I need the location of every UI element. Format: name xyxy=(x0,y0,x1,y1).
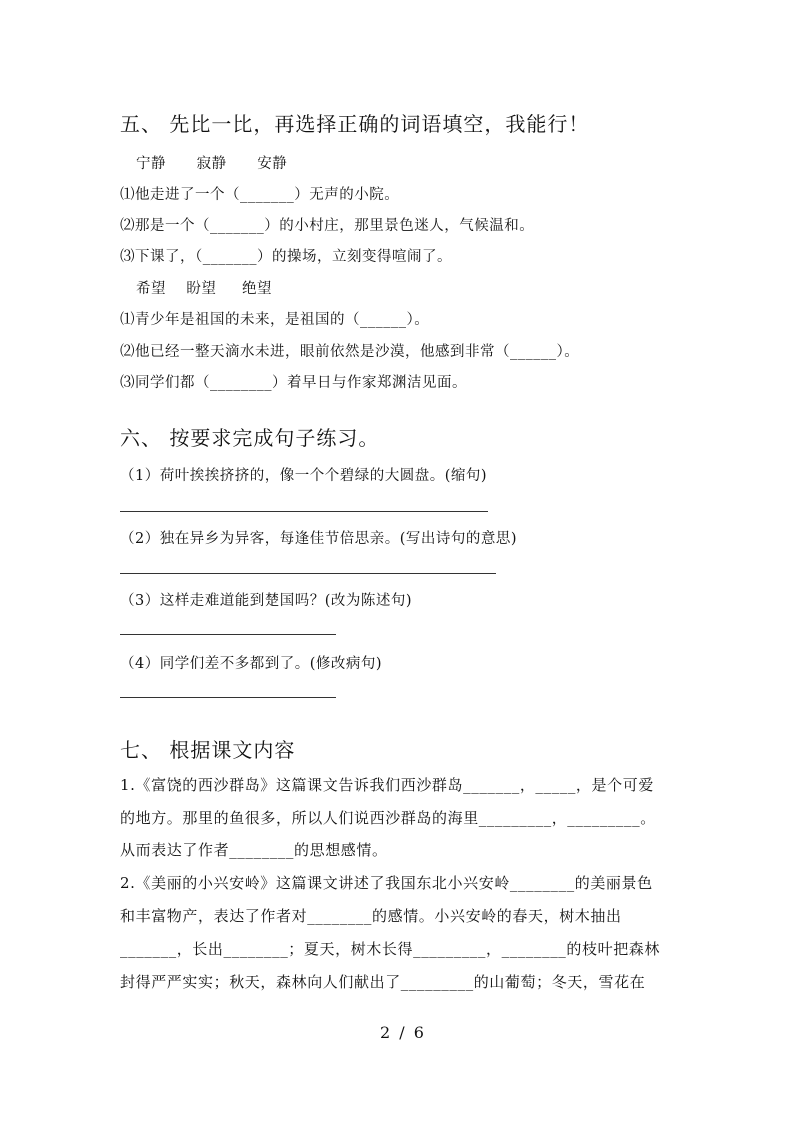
paragraph-line: 的地方。那里的鱼很多，所以人们说西沙群岛的海里_________，_________。 xyxy=(120,809,656,827)
exercise-item: （1）荷叶挨挨挤挤的，像一个个碧绿的大圆盘。(缩句) xyxy=(120,468,488,484)
exercise-item: （4）同学们差不多都到了。(修改病句) xyxy=(120,656,383,672)
section-6-heading: 六、 按要求完成句子练习。 xyxy=(120,426,380,450)
paragraph-line: _______，长出________；夏天，树木长得_________，________的枝叶把森林 xyxy=(120,940,661,958)
paragraph-line: 从而表达了作者________的思想感情。 xyxy=(120,841,388,859)
paragraph-line: 2.《美丽的小兴安岭》这篇课文讲述了我国东北小兴安岭________的美丽景色 xyxy=(120,874,653,892)
fill-item: ⑴他走进了一个（_______）无声的小院。 xyxy=(120,187,400,203)
section-5-heading: 五、 先比一比，再选择正确的词语填空，我能行！ xyxy=(120,112,590,136)
fill-item: ⑶同学们都（________）着早日与作家郑渊洁见面。 xyxy=(120,375,467,391)
fill-item: ⑴青少年是祖国的未来，是祖国的（______）。 xyxy=(120,312,430,328)
fill-item: ⑶下课了，（_______）的操场，立刻变得喧闹了。 xyxy=(120,249,452,265)
exercise-item: （2）独在异乡为异客，每逢佳节倍思亲。(写出诗句的意思) xyxy=(120,531,518,547)
answer-line xyxy=(120,634,336,635)
paragraph-line: 1.《富饶的西沙群岛》这篇课文告诉我们西沙群岛_______，_____，是个可爱 xyxy=(120,776,654,794)
paragraph-line: 和丰富物产，表达了作者对________的感情。小兴安岭的春天，树木抽出 xyxy=(120,907,622,925)
word-choices-2: 希望 盼望 绝望 xyxy=(136,281,272,297)
page-number: 2 / 6 xyxy=(380,1023,426,1042)
answer-line xyxy=(120,573,496,574)
fill-item: ⑵那是一个（_______）的小村庄，那里景色迷人，气候温和。 xyxy=(120,218,535,234)
word-choices-1: 宁静 寂静 安静 xyxy=(136,156,288,172)
answer-line xyxy=(120,697,336,698)
section-7-heading: 七、 根据课文内容 xyxy=(120,738,296,762)
answer-line xyxy=(120,511,488,512)
paragraph-line: 封得严严实实；秋天，森林向人们献出了_________的山葡萄；冬天，雪花在 xyxy=(120,973,646,991)
exercise-item: （3）这样走难道能到楚国吗？(改为陈述句) xyxy=(120,593,413,609)
fill-item: ⑵他已经一整天滴水未进，眼前依然是沙漠，他感到非常（______）。 xyxy=(120,344,580,360)
